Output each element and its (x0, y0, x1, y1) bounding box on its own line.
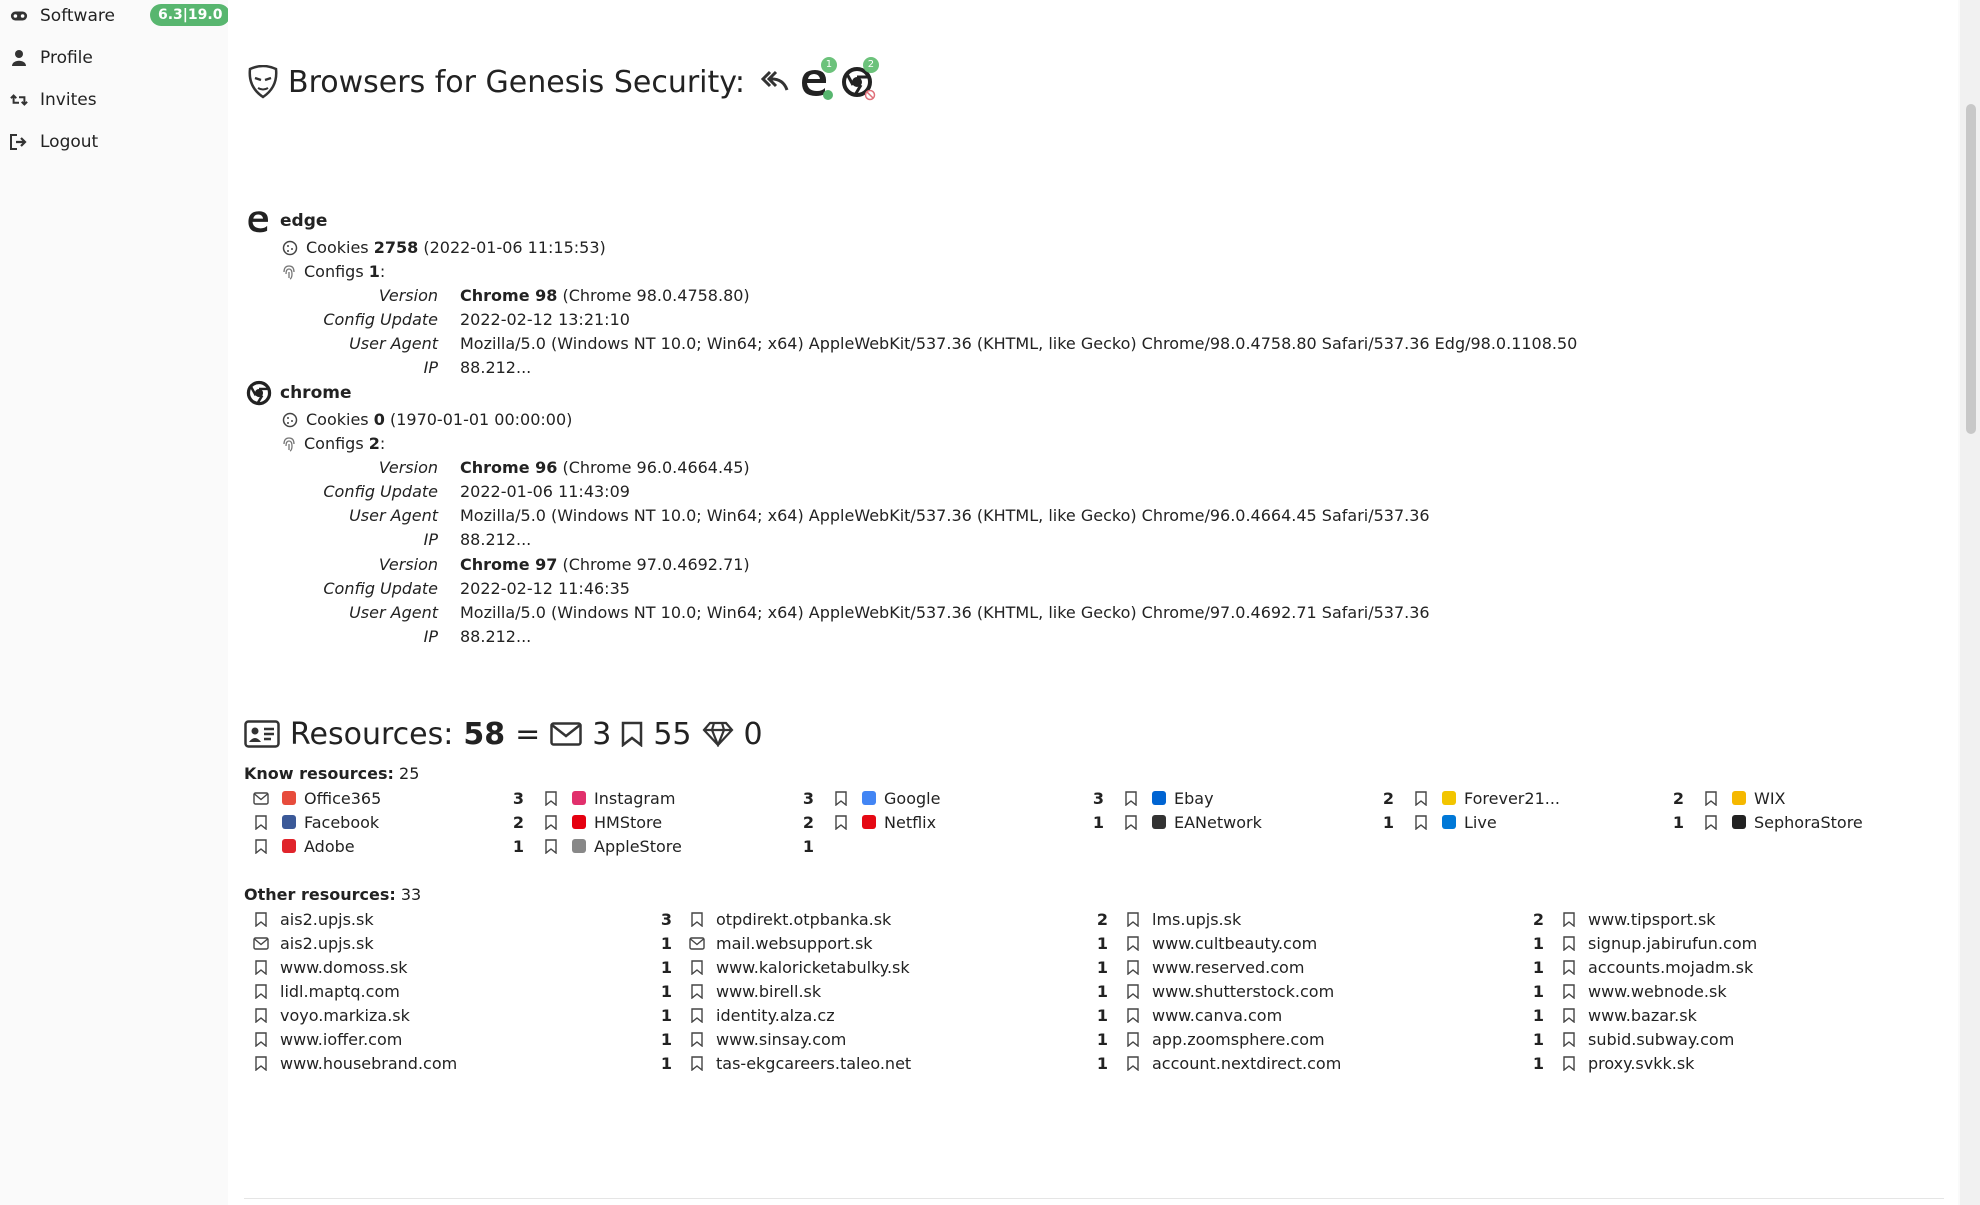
resource-name: app.zoomsphere.com (1152, 1029, 1325, 1049)
bookmark-icon (1124, 910, 1142, 928)
resource-row[interactable] (252, 979, 672, 1003)
resource-row[interactable] (1124, 955, 1544, 979)
resource-row[interactable] (1560, 1051, 1980, 1075)
user-agent-value: Mozilla/5.0 (Windows NT 10.0; Win64; x64) AppleWebKit/537.36 (KHTML, like Gecko) Chrome/96.0.4664.45 Safari/537.36 (460, 506, 1430, 525)
resource-name: account.nextdirect.com (1152, 1053, 1342, 1073)
resource-name: Office365 (304, 788, 382, 808)
resource-name: www.domoss.sk (280, 957, 408, 977)
resource-row[interactable] (1560, 1003, 1980, 1027)
resource-count: 2 (512, 812, 524, 832)
page-title-text: Browsers for Genesis Security: (288, 64, 745, 100)
resource-name: Live (1464, 812, 1497, 832)
wix-logo (1730, 789, 1748, 807)
ebay-logo (1150, 789, 1168, 807)
resource-count: 3 (660, 909, 672, 929)
resource-count: 2 (1672, 788, 1684, 808)
cookies-line: Cookies 0 (1970-01-01 00:00:00) (282, 410, 572, 429)
sidebar-item-software[interactable] (10, 2, 115, 30)
resource-row[interactable] (1122, 810, 1394, 834)
resource-name: www.sinsay.com (716, 1029, 847, 1049)
user-agent-label: User Agent (349, 603, 438, 622)
resource-name: WIX (1754, 788, 1786, 808)
resource-count: 1 (802, 836, 814, 856)
user-agent-value: Mozilla/5.0 (Windows NT 10.0; Win64; x64) AppleWebKit/537.36 (KHTML, like Gecko) Chrome/97.0.4692.71 Safari/537.36 (460, 603, 1430, 622)
user-agent-label: User Agent (349, 334, 438, 353)
resource-count: 1 (1096, 957, 1108, 977)
browser-chrome (246, 380, 352, 406)
resource-name: www.canva.com (1152, 1005, 1283, 1025)
bookmark-icon (252, 1054, 270, 1072)
hm-logo (570, 813, 588, 831)
retweet-icon (10, 91, 28, 109)
resource-count: 1 (1532, 1053, 1544, 1073)
cookies-line: Cookies 2758 (2022-01-06 11:15:53) (282, 238, 606, 257)
resource-name: accounts.mojadm.sk (1588, 957, 1754, 977)
resource-name: www.webnode.sk (1588, 981, 1727, 1001)
resource-row[interactable] (252, 810, 524, 834)
resource-count: 1 (1532, 957, 1544, 977)
edge-config-1 (228, 286, 1928, 386)
resource-count: 3 (512, 788, 524, 808)
resource-count: 2 (1096, 909, 1108, 929)
resource-row[interactable] (1124, 979, 1544, 1003)
resource-name: HMStore (594, 812, 663, 832)
ip-value: 88.212... (460, 358, 532, 377)
config-update-label: Config Update (323, 579, 438, 598)
bookmark-icon (1702, 789, 1720, 807)
sidebar-item-label: Software (40, 6, 115, 26)
bookmark-icon (252, 1006, 270, 1024)
bookmark-icon (1412, 813, 1430, 831)
bookmark-icon (832, 813, 850, 831)
resource-name: Google (884, 788, 941, 808)
resource-name: www.bazar.sk (1588, 1005, 1697, 1025)
bookmark-icon (1122, 813, 1140, 831)
resource-name: www.tipsport.sk (1588, 909, 1716, 929)
version-value: Chrome 96 (Chrome 96.0.4664.45) (460, 458, 750, 477)
resource-name: signup.jabirufun.com (1588, 933, 1758, 953)
user-icon (10, 49, 28, 67)
badge-count: 1 (821, 57, 837, 73)
scrollbar-thumb[interactable] (1966, 104, 1976, 434)
resource-count: 1 (660, 933, 672, 953)
configs-line: Configs 1: (282, 262, 385, 281)
bookmark-icon (688, 1054, 706, 1072)
other-resources-label: Other resources: 33 (244, 885, 422, 904)
resources-total: 58 (463, 716, 506, 752)
version-value: Chrome 97 (Chrome 97.0.4692.71) (460, 555, 750, 574)
bookmark-icon (542, 837, 560, 855)
resource-count: 1 (1532, 1029, 1544, 1049)
bookmark-icon (1124, 958, 1142, 976)
bookmark-icon (1560, 1054, 1578, 1072)
sephora-logo (1730, 813, 1748, 831)
resource-row[interactable] (252, 907, 672, 931)
version-label: Version (378, 286, 438, 305)
badge-count: 2 (863, 57, 879, 73)
resource-count: 1 (660, 1029, 672, 1049)
resource-count: 3 (1092, 788, 1104, 808)
resource-name: www.birell.sk (716, 981, 822, 1001)
bookmark-count: 55 (653, 716, 692, 752)
resource-name: Netflix (884, 812, 937, 832)
version-label: Version (378, 458, 438, 477)
resource-row[interactable] (252, 1027, 672, 1051)
main-content (228, 0, 1958, 1205)
bookmark-icon (1560, 958, 1578, 976)
resource-row[interactable] (1124, 1027, 1544, 1051)
chrome-icon (246, 380, 272, 406)
resource-count: 1 (660, 981, 672, 1001)
ban-icon (864, 89, 876, 101)
resource-row[interactable] (688, 979, 1108, 1003)
resource-count: 1 (1096, 981, 1108, 1001)
resource-name: Forever21... (1464, 788, 1560, 808)
bookmark-icon (252, 910, 270, 928)
bookmark-icon (1560, 982, 1578, 1000)
resource-row[interactable] (1124, 1051, 1544, 1075)
resource-name: subid.subway.com (1588, 1029, 1735, 1049)
resource-name: Facebook (304, 812, 380, 832)
resource-row[interactable] (1560, 1027, 1980, 1051)
resource-row[interactable] (252, 786, 524, 810)
resource-count: 3 (802, 788, 814, 808)
resource-name: lidl.maptq.com (280, 981, 400, 1001)
bookmark-icon (252, 813, 270, 831)
resource-count: 1 (1096, 933, 1108, 953)
version-value: Chrome 98 (Chrome 98.0.4758.80) (460, 286, 750, 305)
bookmark-icon (1560, 910, 1578, 928)
adobe-logo (280, 837, 298, 855)
page-title (248, 60, 873, 104)
bookmark-icon (1560, 934, 1578, 952)
bookmark-icon (1124, 1006, 1142, 1024)
bookmark-icon (688, 982, 706, 1000)
resource-name: Ebay (1174, 788, 1214, 808)
resource-row[interactable] (1124, 931, 1544, 955)
resource-name: voyo.markiza.sk (280, 1005, 410, 1025)
resource-row[interactable] (688, 1027, 1108, 1051)
bookmark-icon (688, 958, 706, 976)
bookmark-icon (252, 837, 270, 855)
forever21-logo (1440, 789, 1458, 807)
envelope-icon (252, 934, 270, 952)
gamepad-icon (10, 7, 28, 25)
config-update-value: 2022-01-06 11:43:09 (460, 482, 630, 501)
bookmark-icon (832, 789, 850, 807)
sidebar-item-logout[interactable] (10, 128, 98, 156)
resources-label: Resources: (290, 716, 454, 752)
browser-name-label: chrome (280, 383, 352, 403)
cookie-icon (282, 240, 298, 256)
resource-name: identity.alza.cz (716, 1005, 835, 1025)
resource-name: SephoraStore (1754, 812, 1863, 832)
resource-name: EANetwork (1174, 812, 1262, 832)
ea-logo (1150, 813, 1168, 831)
bookmark-icon (1560, 1006, 1578, 1024)
chrome-browser-badge[interactable] (841, 59, 875, 98)
bookmark-icon (688, 1006, 706, 1024)
resource-count: 1 (1532, 933, 1544, 953)
resource-count: 2 (1532, 909, 1544, 929)
resource-count: 1 (1096, 1053, 1108, 1073)
resource-name: Instagram (594, 788, 676, 808)
divider (244, 1198, 1944, 1199)
resource-count: 2 (1382, 788, 1394, 808)
bookmark-icon (1124, 934, 1142, 952)
bookmark-icon (1122, 789, 1140, 807)
ip-value: 88.212... (460, 530, 532, 549)
bookmark-icon (1124, 982, 1142, 1000)
ip-label: IP (423, 627, 438, 646)
resource-name: ais2.upjs.sk (280, 909, 374, 929)
resource-row[interactable] (252, 1051, 672, 1075)
resource-count: 1 (512, 836, 524, 856)
config-update-value: 2022-02-12 11:46:35 (460, 579, 630, 598)
bookmark-icon (1124, 1030, 1142, 1048)
resource-name: lms.upjs.sk (1152, 909, 1242, 929)
resource-row[interactable] (1560, 955, 1980, 979)
resource-name: tas-ekgcareers.taleo.net (716, 1053, 912, 1073)
resource-row[interactable] (542, 810, 814, 834)
apple-logo (570, 837, 588, 855)
resource-row[interactable] (832, 810, 1104, 834)
ip-label: IP (423, 358, 438, 377)
chrome-config-1 (228, 458, 1928, 558)
resource-row[interactable] (252, 834, 524, 858)
resource-row[interactable] (542, 786, 814, 810)
user-agent-value: Mozilla/5.0 (Windows NT 10.0; Win64; x64) AppleWebKit/537.36 (KHTML, like Gecko) Chrome/98.0.4758.80 Safari/537.36 Edg/98.0.1108.50 (460, 334, 1578, 353)
resource-count: 1 (1096, 1005, 1108, 1025)
config-update-label: Config Update (323, 482, 438, 501)
config-update-value: 2022-02-12 13:21:10 (460, 310, 630, 329)
sidebar-item-label: Logout (40, 132, 99, 152)
envelope-icon (550, 722, 582, 746)
resource-row[interactable] (688, 907, 1108, 931)
resource-count: 1 (1382, 812, 1394, 832)
diamond-icon (702, 721, 734, 747)
resource-name: proxy.svkk.sk (1588, 1053, 1695, 1073)
resource-count: 2 (802, 812, 814, 832)
bookmark-icon (688, 910, 706, 928)
resource-name: www.ioffer.com (280, 1029, 403, 1049)
bookmark-icon (252, 1030, 270, 1048)
resource-row[interactable] (1702, 810, 1974, 834)
resource-name: otpdirekt.otpbanka.sk (716, 909, 892, 929)
resource-row[interactable] (252, 1003, 672, 1027)
version-badge: 6.3|19.0 (150, 4, 230, 26)
sidebar-item-invites[interactable] (10, 86, 97, 114)
config-update-label: Config Update (323, 310, 438, 329)
resource-count: 1 (660, 1053, 672, 1073)
resource-name: www.kaloricketabulky.sk (716, 957, 910, 977)
edge-browser-badge[interactable] (799, 59, 833, 98)
mail-count: 3 (592, 716, 612, 752)
resources-title (244, 714, 763, 754)
diamond-count: 0 (743, 716, 763, 752)
edge-icon (246, 208, 272, 234)
resource-row[interactable] (252, 955, 672, 979)
bookmark-icon (252, 982, 270, 1000)
resource-row[interactable] (1560, 931, 1980, 955)
resource-name: www.cultbeauty.com (1152, 933, 1318, 953)
instagram-logo (570, 789, 588, 807)
id-card-icon (244, 720, 280, 748)
sidebar-item-label: Invites (40, 90, 97, 110)
resource-row[interactable] (1560, 979, 1980, 1003)
envelope-icon (688, 934, 706, 952)
bookmark-icon (688, 1030, 706, 1048)
sidebar-item-profile[interactable] (10, 44, 93, 72)
fingerprint-icon (282, 264, 296, 280)
netflix-logo (860, 813, 878, 831)
bookmark-icon (621, 721, 643, 747)
google-logo (860, 789, 878, 807)
office-logo (280, 789, 298, 807)
sidebar-item-label: Profile (40, 48, 93, 68)
resource-count: 1 (1532, 1005, 1544, 1025)
version-label: Version (378, 555, 438, 574)
resource-name: mail.websupport.sk (716, 933, 873, 953)
bookmark-icon (252, 958, 270, 976)
bookmark-icon (1124, 1054, 1142, 1072)
resource-count: 1 (1092, 812, 1104, 832)
resource-row[interactable] (252, 931, 672, 955)
resource-row[interactable] (688, 1051, 1108, 1075)
browser-name-label: edge (280, 211, 328, 231)
cookie-icon (282, 412, 298, 428)
resource-name: Adobe (304, 836, 355, 856)
resource-count: 1 (1532, 981, 1544, 1001)
configs-line: Configs 2: (282, 434, 385, 453)
resource-row[interactable] (1124, 1003, 1544, 1027)
resource-row[interactable] (688, 955, 1108, 979)
envelope-icon (252, 789, 270, 807)
ip-value: 88.212... (460, 627, 532, 646)
resource-row[interactable] (688, 1003, 1108, 1027)
resource-name: AppleStore (594, 836, 682, 856)
mask-icon (248, 65, 278, 99)
fingerprint-icon (282, 436, 296, 452)
chrome-config-2 (228, 555, 1928, 655)
windows-logo (1440, 813, 1458, 831)
resource-count: 1 (1672, 812, 1684, 832)
puzzle-icon (822, 89, 834, 101)
known-resources-label: Know resources: 25 (244, 764, 420, 783)
resource-count: 1 (1096, 1029, 1108, 1049)
resource-row[interactable] (832, 786, 1104, 810)
resource-row[interactable] (1124, 907, 1544, 931)
bookmark-icon (542, 813, 560, 831)
equals-sign: = (515, 716, 541, 752)
reply-all-icon[interactable] (761, 65, 789, 100)
resource-name: www.reserved.com (1152, 957, 1305, 977)
bookmark-icon (1412, 789, 1430, 807)
user-agent-label: User Agent (349, 506, 438, 525)
resource-name: ais2.upjs.sk (280, 933, 374, 953)
bookmark-icon (1560, 1030, 1578, 1048)
resource-name: www.shutterstock.com (1152, 981, 1335, 1001)
resource-count: 1 (660, 957, 672, 977)
resource-row[interactable] (1412, 786, 1684, 810)
resource-count: 1 (660, 1005, 672, 1025)
resource-row[interactable] (1122, 786, 1394, 810)
sign-out-icon (10, 133, 28, 151)
resource-name: www.housebrand.com (280, 1053, 458, 1073)
browser-edge (246, 208, 327, 234)
sidebar (0, 0, 228, 1205)
resource-row[interactable] (1560, 907, 1980, 931)
resource-row[interactable] (688, 931, 1108, 955)
ip-label: IP (423, 530, 438, 549)
bookmark-icon (542, 789, 560, 807)
resource-row[interactable] (542, 834, 814, 858)
resource-row[interactable] (1412, 810, 1684, 834)
resource-row[interactable] (1702, 786, 1974, 810)
facebook-logo (280, 813, 298, 831)
bookmark-icon (1702, 813, 1720, 831)
scrollbar[interactable] (1960, 0, 1980, 1205)
